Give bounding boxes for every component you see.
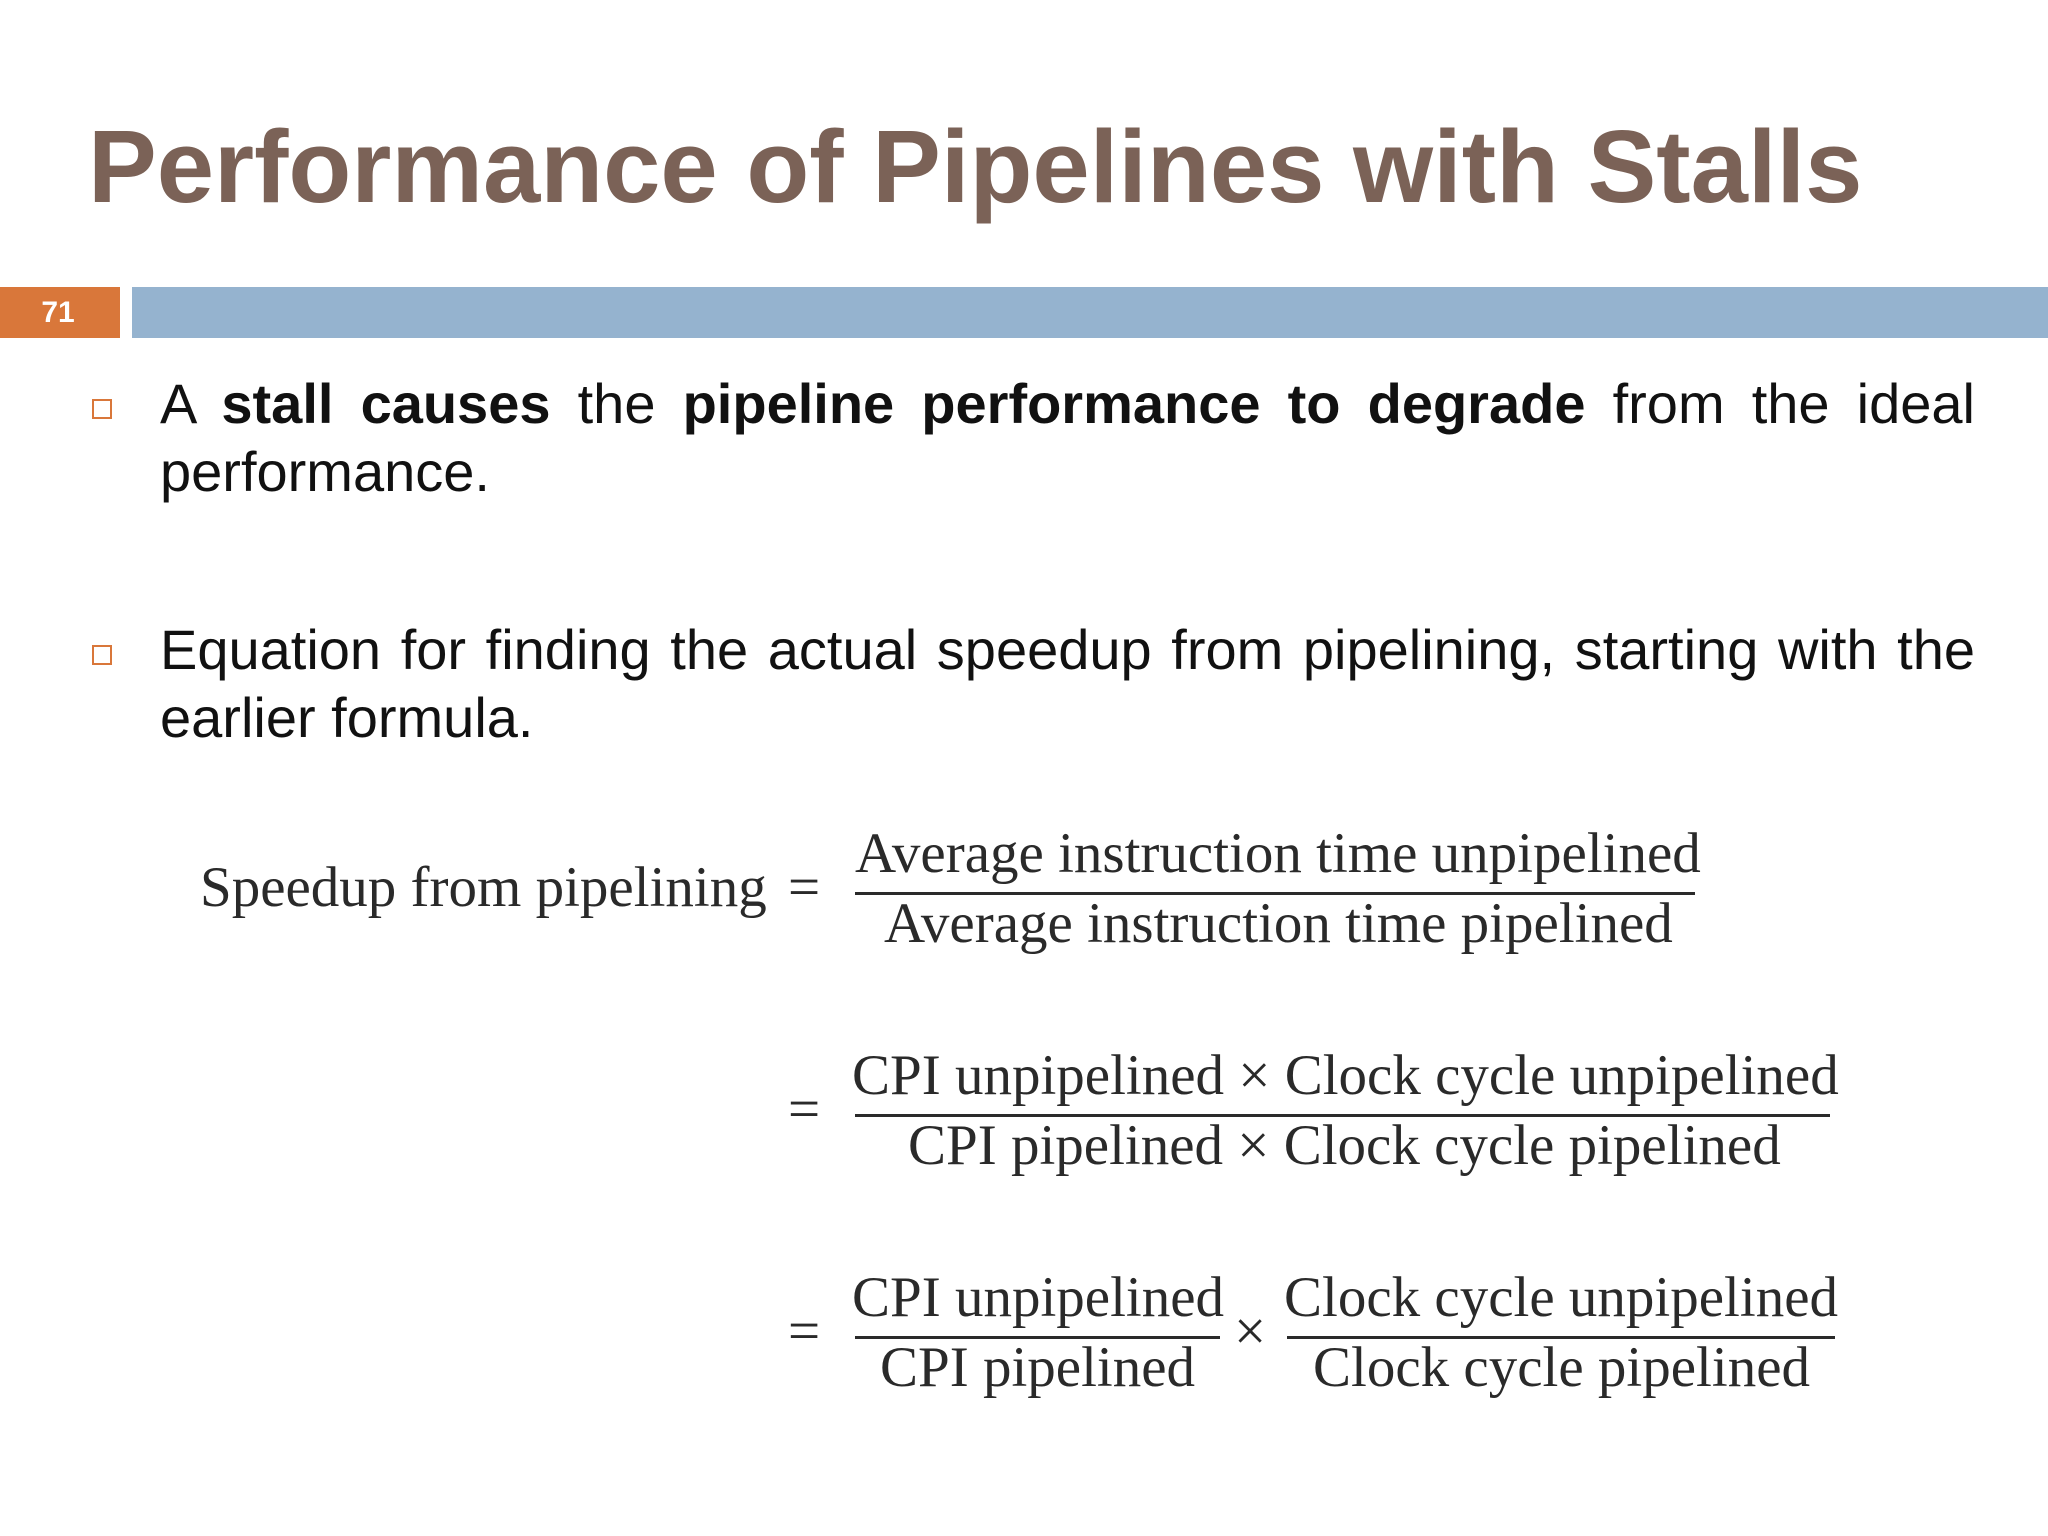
bullet-text-bold-segment: pipeline performance to degrade [682, 372, 1586, 435]
fraction-denominator: CPI pipelined [880, 1336, 1196, 1399]
fraction-numerator: CPI unpipelined [852, 1266, 1225, 1329]
bullet-text-segment: from the ideal performance. [160, 372, 1975, 503]
fraction-denominator: Clock cycle pipelined [1313, 1336, 1810, 1399]
fraction-numerator: Average instruction time unpipelined [855, 822, 1701, 885]
equals-sign: = [788, 1300, 821, 1363]
bullet-text-segment: Equation for finding the actual speedup from pipelining, starting with the earlier formula. [160, 618, 1975, 749]
bullet-text-segment: the [550, 372, 683, 435]
bullet-text-bold-segment: stall causes [221, 372, 551, 435]
fraction-numerator: Clock cycle unpipelined [1284, 1266, 1838, 1329]
slide-number-badge: 71 [0, 287, 120, 338]
fraction-numerator: CPI unpipelined × Clock cycle unpipelined [852, 1044, 1839, 1107]
multiply-sign: × [1234, 1300, 1267, 1363]
equation-lhs: Speedup from pipelining [200, 856, 767, 919]
bullet-text-segment: A [160, 372, 222, 435]
fraction-denominator: Average instruction time pipelined [884, 892, 1673, 955]
slide-title: Performance of Pipelines with Stalls [88, 109, 1863, 224]
equals-sign: = [788, 856, 821, 919]
fraction-denominator: CPI pipelined × Clock cycle pipelined [908, 1114, 1781, 1177]
equals-sign: = [788, 1078, 821, 1141]
